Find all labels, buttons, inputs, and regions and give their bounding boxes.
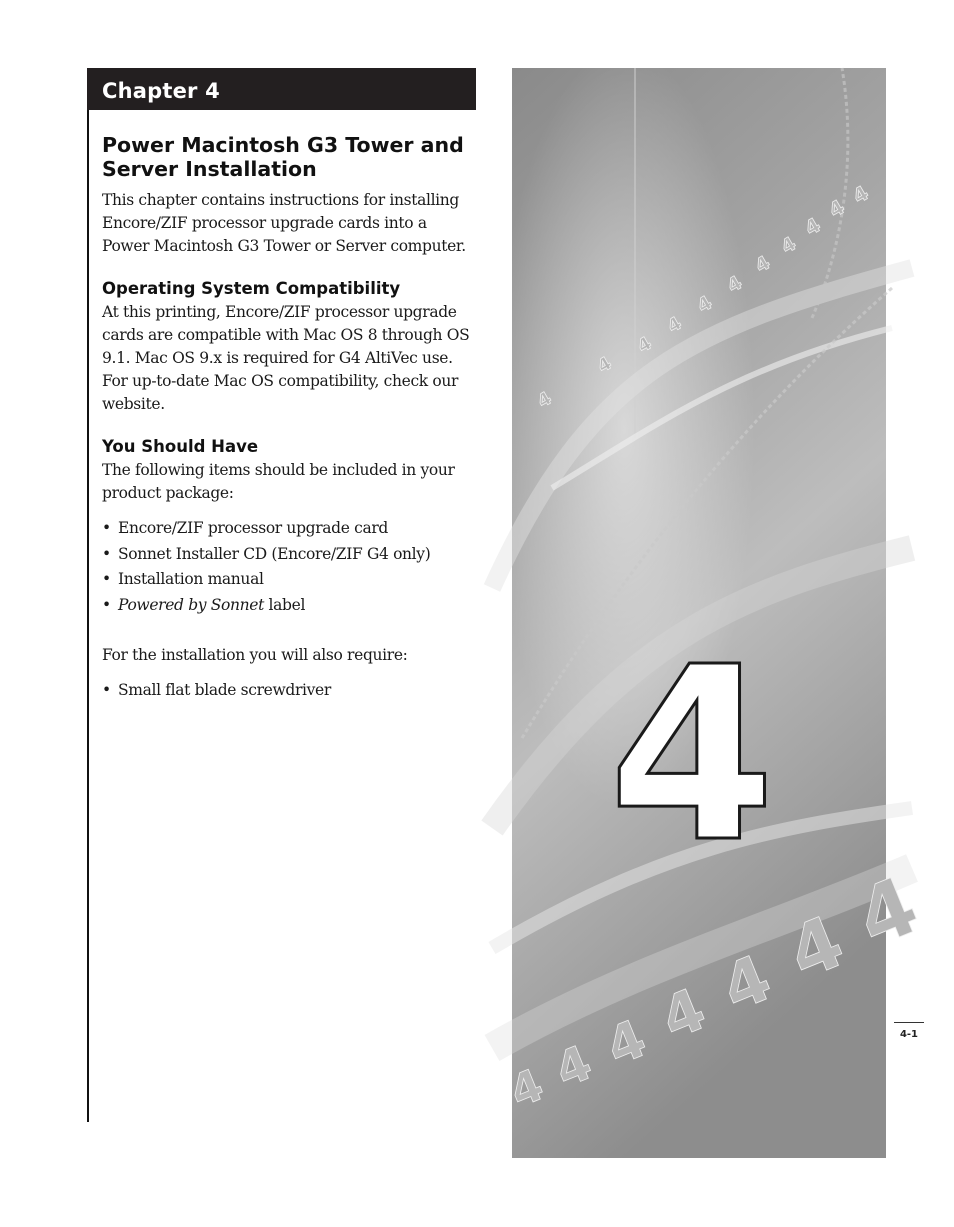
os-compatibility-text: At this printing, Encore/ZIF processor upgrade cards are compatible with Mac OS 8 through OS 9.1. Mac OS 9.x is required for G4 AltiVec use. For up-to-date Mac OS compatibility, check our website.: [102, 303, 470, 413]
numeral-mark: 4: [723, 271, 746, 298]
you-should-have-section: [102, 436, 474, 704]
you-should-have-heading: You Should Have: [102, 437, 259, 456]
numeral-mark: 4: [712, 941, 782, 1027]
package-contents-intro: The following items should be included in your product package:: [102, 461, 455, 502]
os-compatibility-heading: Operating System Compatibility: [102, 279, 401, 298]
numeral-mark: 4: [534, 387, 556, 413]
chapter-content: [102, 133, 474, 704]
list-item: • Encore/ZIF processor upgrade card: [102, 516, 474, 542]
requirements-list: [102, 678, 474, 704]
numeral-mark: 4: [693, 291, 716, 318]
numeral-mark: 4: [777, 232, 800, 259]
numeral-mark: 4: [547, 1034, 600, 1100]
numeral-mark: 4: [824, 194, 849, 223]
numeral-mark: 4: [634, 332, 656, 358]
numeral-mark: 4: [776, 899, 855, 996]
numeral-mark: 4: [503, 1059, 551, 1119]
numeral-mark: 4: [800, 212, 825, 241]
numeral-mark: 4: [651, 974, 715, 1053]
page-title: Power Macintosh G3 Tower and Server Installation: [102, 133, 464, 181]
numeral-mark: 4: [848, 180, 873, 209]
chapter-label: Chapter 4: [102, 79, 220, 103]
chapter-header-bar: [87, 68, 476, 110]
list-item: • Sonnet Installer CD (Encore/ZIF G4 only): [102, 542, 474, 568]
numeral-mark: 4: [751, 251, 774, 278]
chapter-numeral: 4: [608, 615, 776, 895]
package-contents-list: [102, 516, 474, 618]
requirements-intro: For the installation you will also require:: [102, 646, 408, 664]
os-compatibility-section: [102, 278, 474, 416]
numeral-mark: 4: [594, 352, 616, 378]
label-suffix: label: [263, 595, 306, 614]
list-item: • Small flat blade screwdriver: [102, 678, 474, 704]
numeral-mark: 4: [598, 1008, 655, 1079]
list-item: • Installation manual: [102, 567, 474, 593]
intro-paragraph: This chapter contains instructions for installing Encore/ZIF processor upgrade cards into a Power Macintosh G3 Tower or Server computer.: [102, 191, 466, 255]
italic-label-name: Powered by Sonnet: [118, 595, 264, 614]
numeral-mark: 4: [664, 312, 686, 338]
left-margin-rule: [87, 68, 89, 1122]
numeral-mark: 4: [844, 858, 931, 966]
list-item: [102, 593, 474, 619]
page-number: 4-1: [894, 1022, 924, 1040]
